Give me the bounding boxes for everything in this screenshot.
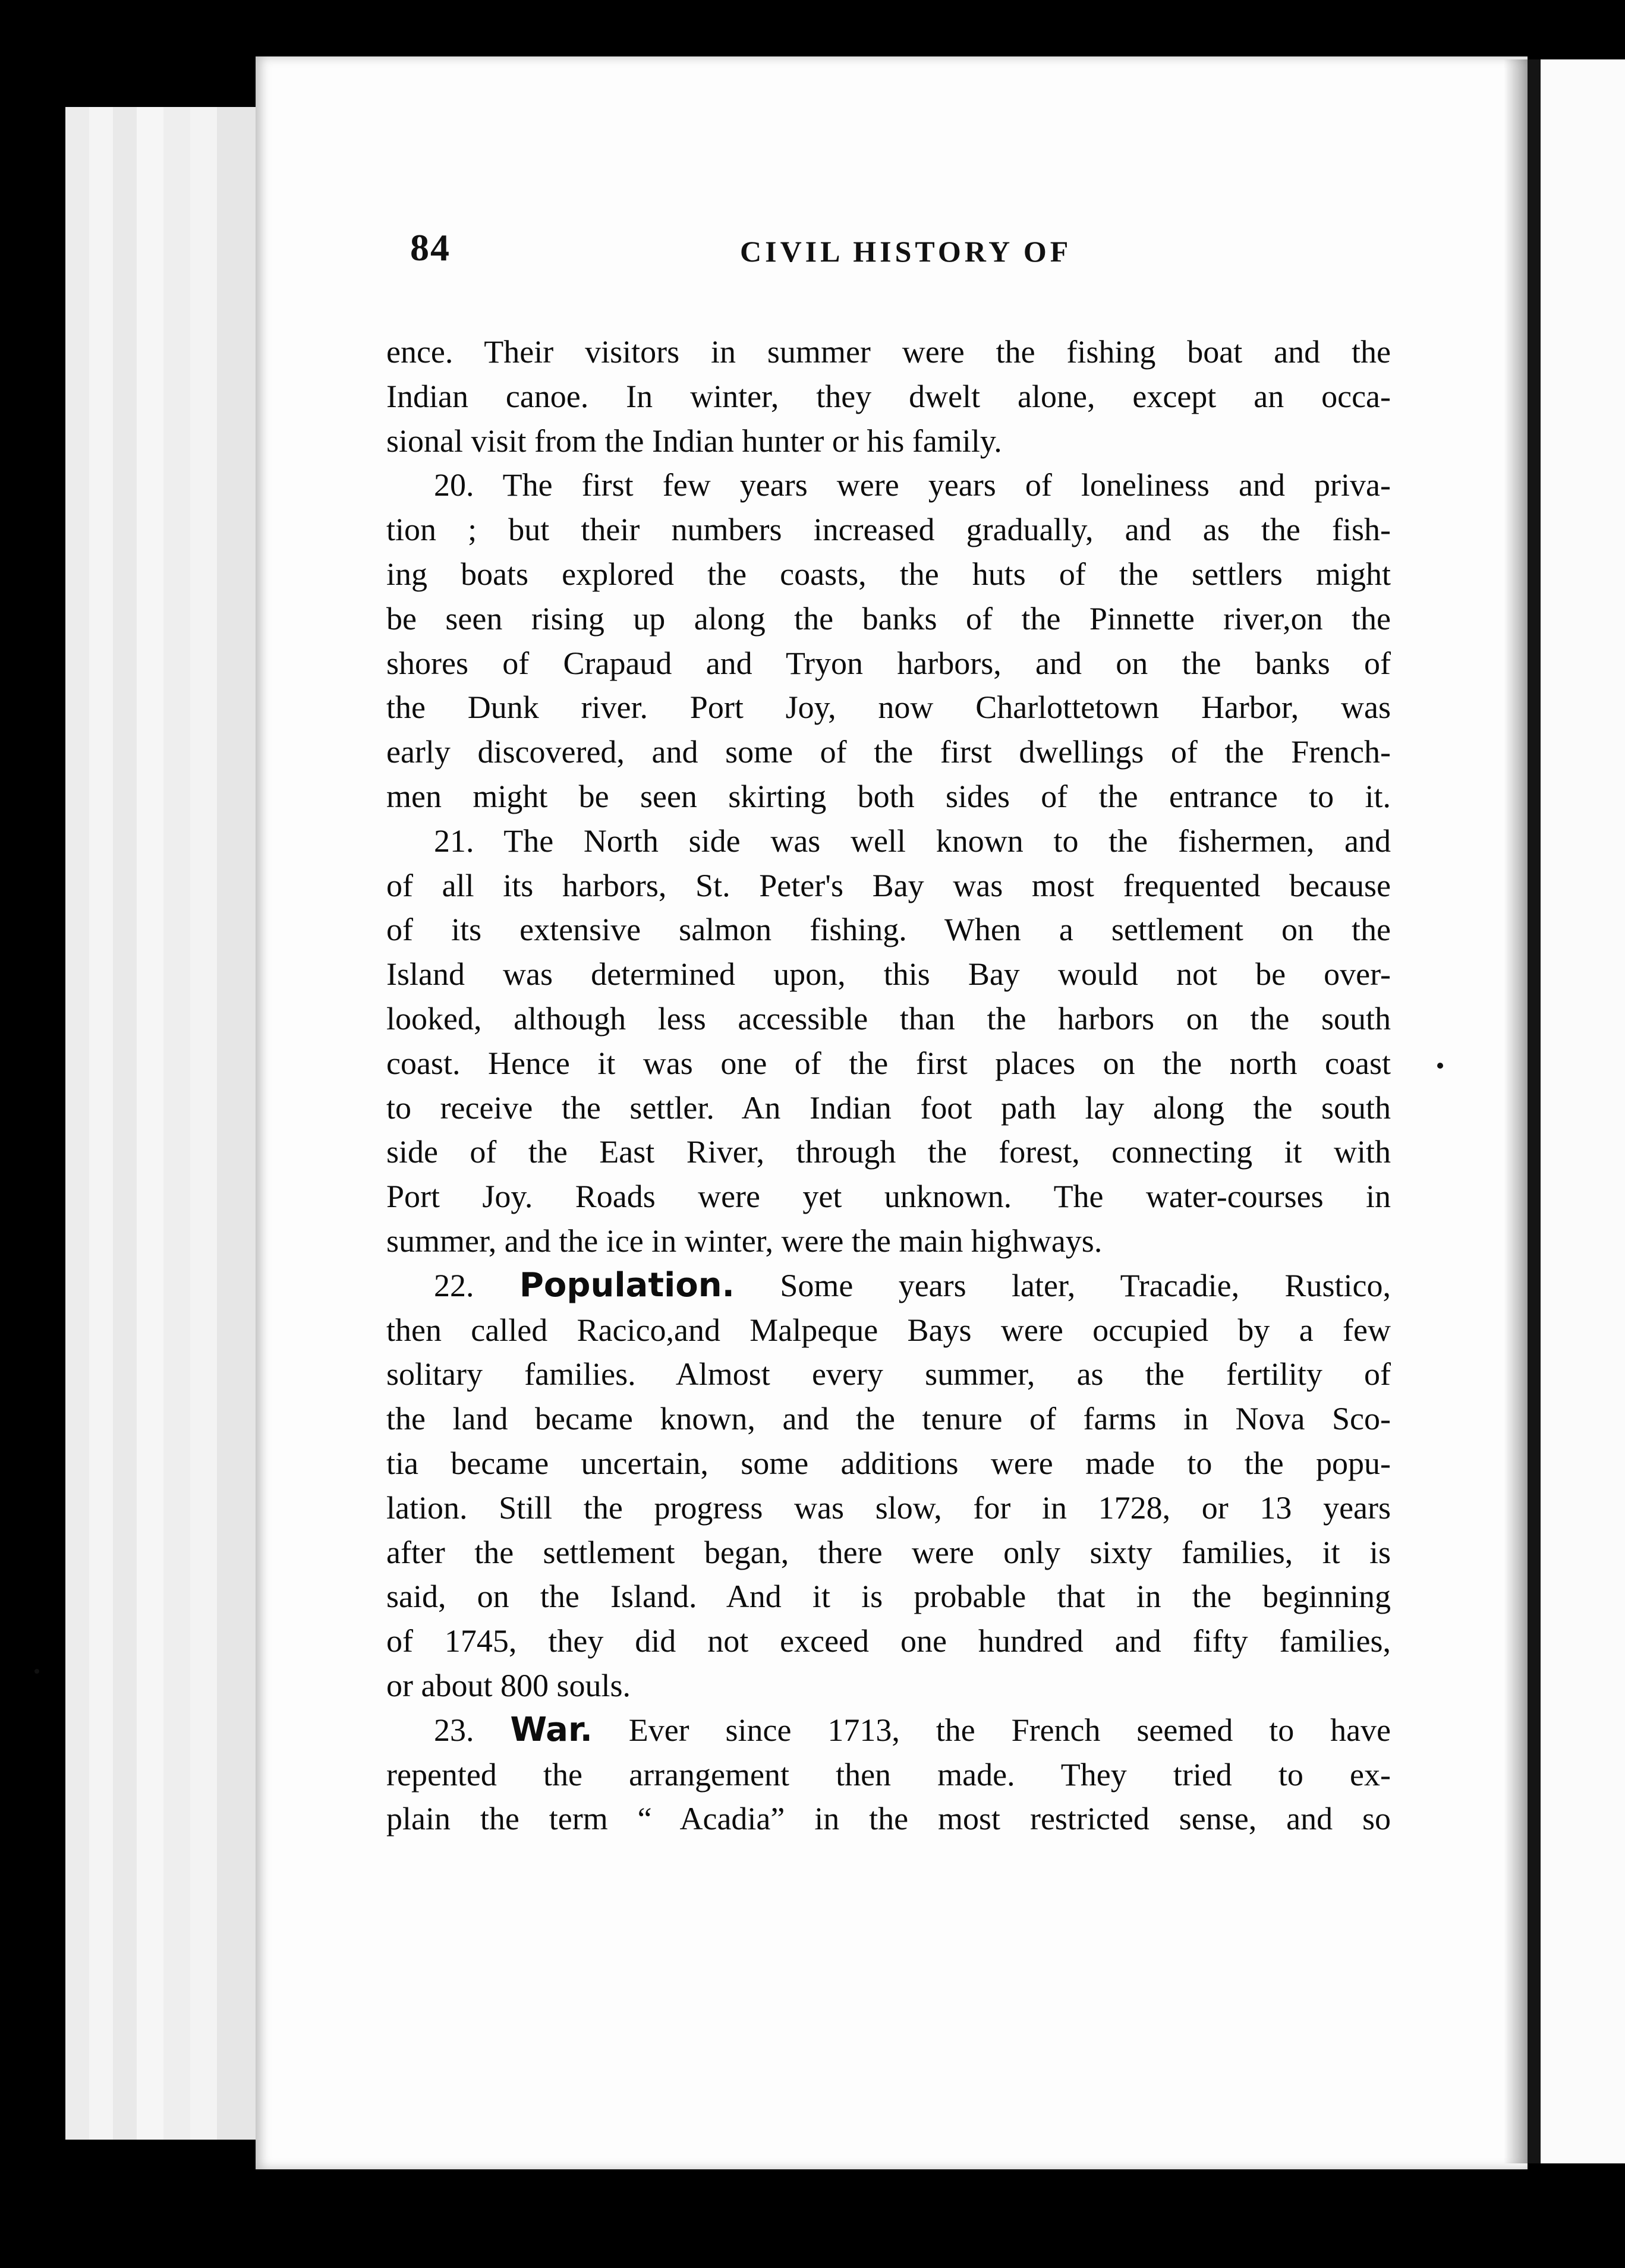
text-line: repented the arrangement then made. They tried to ex-: [386, 1756, 1391, 1793]
text-line: Indian canoe. In winter, they dwelt alone, except an occa-: [386, 378, 1391, 414]
text-line: plain the term “ Acadia” in the most restricted sense, and so: [386, 1801, 1391, 1837]
facing-page-edge: [1528, 59, 1625, 2163]
running-head: CIVIL HISTORY OF: [740, 235, 1072, 268]
text-run: Some years later, Tracadie, Rustico,: [780, 1267, 1391, 1303]
text-line: men might be seen skirting both sides of the entrance to it.: [386, 778, 1391, 814]
paragraph-number: 22.: [434, 1267, 474, 1303]
body-text: [386, 330, 1391, 1841]
text-line: ence. Their visitors in summer were the fishing boat and the: [386, 334, 1391, 370]
text-run: Ever since 1713, the French seemed to have: [628, 1712, 1391, 1748]
text-line: be seen rising up along the banks of the Pinnette river,on the: [386, 600, 1391, 637]
text-line: after the settlement began, there were only sixty families, it is: [386, 1534, 1391, 1570]
ink-speck: [34, 1669, 39, 1674]
text-line: Island was determined upon, this Bay would not be over-: [386, 956, 1391, 993]
text-line: [386, 1264, 1391, 1308]
text-line: 21. The North side was well known to the fishermen, and: [434, 823, 1391, 859]
text-line: 20. The first few years were years of loneliness and priva-: [434, 467, 1391, 503]
text-line: Port Joy. Roads were yet unknown. The water-courses in: [386, 1179, 1391, 1215]
text-line: summer, and the ice in winter, were the main highways.: [386, 1223, 1103, 1259]
text-line: said, on the Island. And it is probable that in the beginning: [386, 1579, 1391, 1615]
text-line: side of the East River, through the forest, connecting it with: [386, 1134, 1391, 1170]
text-line: of 1745, they did not exceed one hundred and fifty families,: [386, 1623, 1391, 1659]
text-line: coast. Hence it was one of the first places on the north coast: [386, 1045, 1391, 1081]
text-line: then called Racico,and Malpeque Bays were occupied by a few: [386, 1312, 1391, 1348]
text-line: of its extensive salmon fishing. When a settlement on the: [386, 912, 1391, 948]
text-line: of all its harbors, St. Peter's Bay was most frequented because: [386, 867, 1391, 903]
text-line: [386, 1708, 1391, 1753]
binding-shadow: [1504, 59, 1528, 2163]
text-line: sional visit from the Indian hunter or his family.: [386, 423, 1002, 459]
text-line: tia became uncertain, some additions were made to the popu-: [386, 1445, 1391, 1481]
text-line: early discovered, and some of the first dwellings of the French-: [386, 734, 1391, 770]
text-line: tion ; but their numbers increased gradually, and as the fish-: [386, 512, 1391, 548]
text-line: lation. Still the progress was slow, for in 1728, or 13 years: [386, 1489, 1391, 1526]
text-line: looked, although less accessible than the harbors on the south: [386, 1000, 1391, 1037]
text-line: the Dunk river. Port Joy, now Charlottetown Harbor, was: [386, 689, 1391, 726]
page-header: [410, 226, 1391, 291]
page-edges: [65, 107, 262, 2140]
section-heading: Population.: [519, 1265, 735, 1305]
paragraph-number: 23.: [434, 1712, 474, 1748]
ink-speck: [1437, 1063, 1443, 1069]
text-line: solitary families. Almost every summer, as the fertility of: [386, 1356, 1391, 1393]
page-number: 84: [410, 226, 451, 269]
text-line: the land became known, and the tenure of farms in Nova Sco-: [386, 1401, 1391, 1437]
text-line: or about 800 souls.: [386, 1667, 631, 1703]
text-line: shores of Crapaud and Tryon harbors, and on the banks of: [386, 645, 1391, 681]
text-line: to receive the settler. An Indian foot path lay along the south: [386, 1089, 1391, 1126]
section-heading: War.: [510, 1710, 593, 1749]
text-line: ing boats explored the coasts, the huts of the settlers might: [386, 556, 1391, 592]
